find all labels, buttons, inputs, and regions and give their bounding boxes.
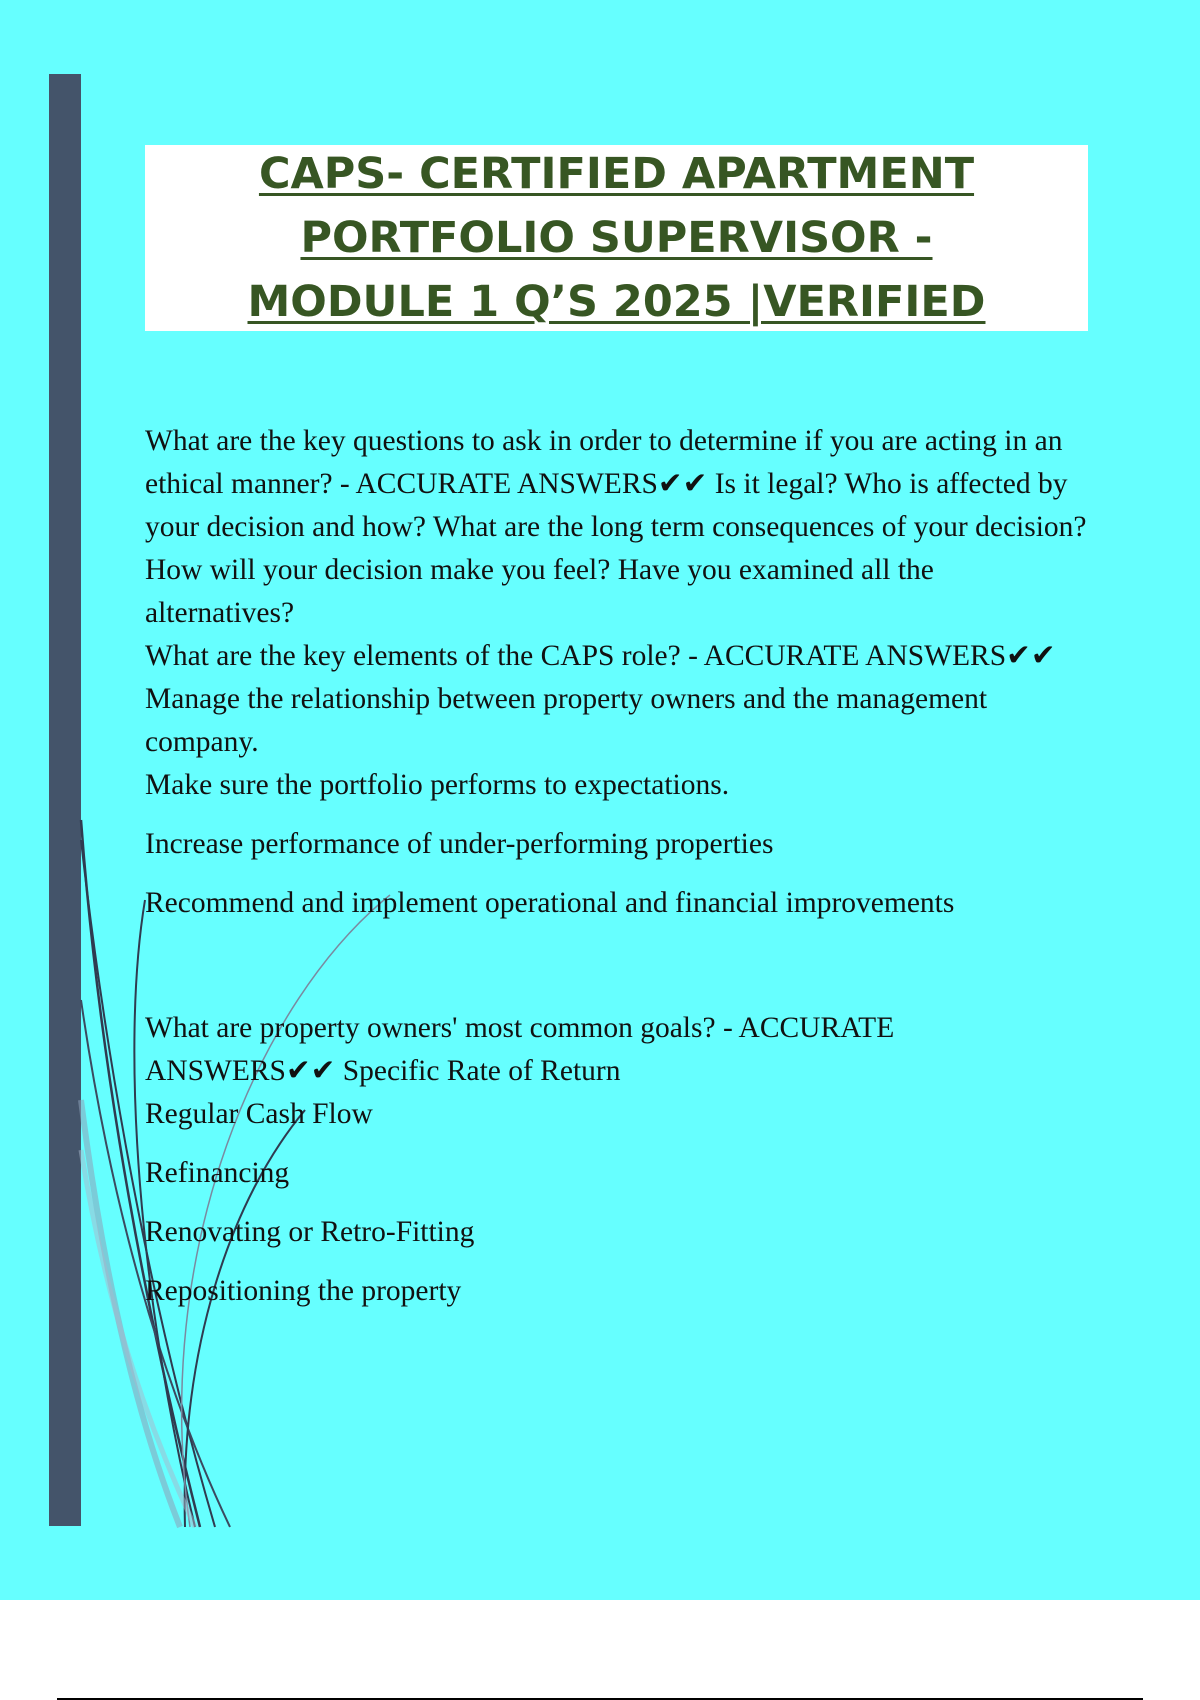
document-body: [145, 420, 1090, 1329]
answer-item: Repositioning the property: [145, 1275, 462, 1307]
question-answer-paragraph: What are the key elements of the CAPS role? - ACCURATE ANSWERS✔✔ Manage the relationship between property owners and the management company.: [145, 640, 1056, 758]
answer-item: Renovating or Retro-Fitting: [145, 1216, 475, 1248]
document-title: [145, 142, 1088, 334]
title-box: [145, 145, 1088, 331]
decorative-side-bar: [49, 74, 81, 1526]
title-line-3: MODULE 1 Q’S 2025 |VERIFIED: [247, 277, 986, 327]
answer-item: Make sure the portfolio performs to expectations.: [145, 769, 730, 801]
title-line-1: CAPS- CERTIFIED APARTMENT: [258, 149, 975, 199]
title-line-2: PORTFOLIO SUPERVISOR -: [300, 213, 933, 263]
question-answer-paragraph: What are property owners' most common goals? - ACCURATE ANSWERS✔✔ Specific Rate of Return: [145, 1012, 895, 1087]
question-answer-paragraph: What are the key questions to ask in order to determine if you are acting in an ethical manner? - ACCURATE ANSWERS✔✔ Is it legal? Who is affected by your decision and how? What are the long term consequences of your decision? How will your decision make you feel? Have you examined all the alternatives?: [145, 425, 1087, 629]
answer-item: Refinancing: [145, 1157, 290, 1189]
answer-item: Recommend and implement operational and financial improvements: [145, 887, 955, 919]
answer-item: Increase performance of under-performing properties: [145, 828, 774, 860]
answer-item: Regular Cash Flow: [145, 1098, 373, 1130]
